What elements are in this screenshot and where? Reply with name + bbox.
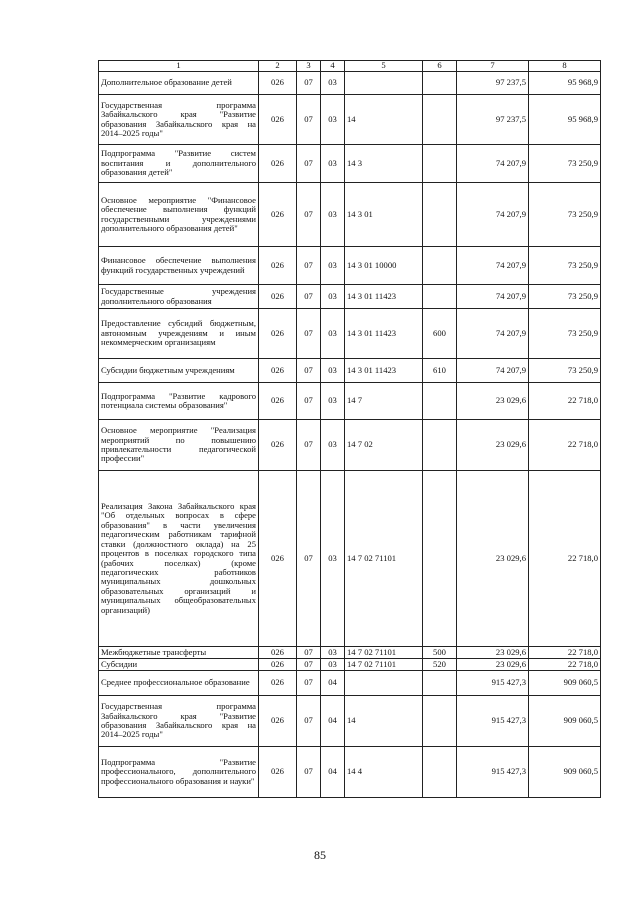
cell-expense-type — [423, 72, 457, 95]
header-cell: 3 — [297, 61, 321, 72]
cell-amount-2: 909 060,5 — [529, 696, 601, 747]
cell-amount-2: 22 718,0 — [529, 647, 601, 659]
row-name: Основное мероприятие "Финансовое обеспечение выполнения функций государственными учреждениями дополнительного образования детей" — [99, 183, 259, 247]
cell-expense-type — [423, 145, 457, 183]
cell-target — [345, 671, 423, 696]
cell-amount-1: 915 427,3 — [457, 671, 529, 696]
row-name: Предоставление субсидий бюджетным, автономным учреждениям и иным некоммерческим организациям — [99, 309, 259, 359]
table-row — [99, 309, 601, 359]
cell-expense-type: 600 — [423, 309, 457, 359]
cell-amount-1: 915 427,3 — [457, 696, 529, 747]
row-name: Подпрограмма "Развитие профессионального, дополнительного профессионального образования и науки" — [99, 747, 259, 798]
table-row — [99, 383, 601, 420]
cell-amount-1: 74 207,9 — [457, 359, 529, 383]
cell-amount-2: 73 250,9 — [529, 359, 601, 383]
cell-target: 14 3 01 11423 — [345, 309, 423, 359]
cell-target: 14 — [345, 95, 423, 145]
cell-section: 07 — [297, 647, 321, 659]
cell-subsection: 03 — [321, 95, 345, 145]
cell-amount-2: 73 250,9 — [529, 183, 601, 247]
table-row — [99, 471, 601, 647]
cell-subsection: 03 — [321, 145, 345, 183]
cell-target: 14 7 — [345, 383, 423, 420]
cell-amount-2: 22 718,0 — [529, 659, 601, 671]
cell-target: 14 3 01 11423 — [345, 285, 423, 309]
cell-ministry: 026 — [259, 285, 297, 309]
cell-expense-type — [423, 471, 457, 647]
cell-amount-2: 22 718,0 — [529, 471, 601, 647]
cell-amount-2: 73 250,9 — [529, 285, 601, 309]
cell-subsection: 03 — [321, 647, 345, 659]
cell-expense-type — [423, 696, 457, 747]
row-name: Реализация Закона Забайкальского края "Об отдельных вопросах в сфере образования" в части увеличения педагогическим работникам тарифной ставки (должностного оклада) на 25 процентов в поселках городского типа (рабочих поселках) (кроме педагогических работников муниципальных дошкольных образовательных организаций и муниципальных общеобразовательных организаций) — [99, 471, 259, 647]
cell-section: 07 — [297, 747, 321, 798]
cell-amount-1: 74 207,9 — [457, 285, 529, 309]
table-row — [99, 747, 601, 798]
cell-ministry: 026 — [259, 696, 297, 747]
cell-subsection: 03 — [321, 183, 345, 247]
cell-ministry: 026 — [259, 183, 297, 247]
cell-ministry: 026 — [259, 383, 297, 420]
cell-expense-type — [423, 420, 457, 471]
cell-expense-type — [423, 747, 457, 798]
cell-amount-2: 22 718,0 — [529, 383, 601, 420]
cell-section: 07 — [297, 471, 321, 647]
table-row — [99, 145, 601, 183]
table-row — [99, 95, 601, 145]
cell-amount-1: 74 207,9 — [457, 309, 529, 359]
cell-amount-1: 23 029,6 — [457, 647, 529, 659]
cell-section: 07 — [297, 183, 321, 247]
cell-amount-2: 909 060,5 — [529, 747, 601, 798]
row-name: Дополнительное образование детей — [99, 72, 259, 95]
cell-expense-type: 500 — [423, 647, 457, 659]
header-cell: 8 — [529, 61, 601, 72]
cell-ministry: 026 — [259, 747, 297, 798]
cell-section: 07 — [297, 696, 321, 747]
cell-subsection: 03 — [321, 309, 345, 359]
cell-section: 07 — [297, 309, 321, 359]
cell-ministry: 026 — [259, 671, 297, 696]
row-name: Субсидии — [99, 659, 259, 671]
cell-amount-2: 909 060,5 — [529, 671, 601, 696]
cell-section: 07 — [297, 659, 321, 671]
cell-subsection: 04 — [321, 747, 345, 798]
cell-amount-1: 23 029,6 — [457, 659, 529, 671]
cell-amount-1: 74 207,9 — [457, 183, 529, 247]
table-row — [99, 183, 601, 247]
cell-ministry: 026 — [259, 72, 297, 95]
cell-target: 14 3 — [345, 145, 423, 183]
cell-ministry: 026 — [259, 471, 297, 647]
cell-amount-1: 74 207,9 — [457, 247, 529, 285]
row-name: Государственная программа Забайкальского края "Развитие образования Забайкальского края на 2014–2025 годы" — [99, 696, 259, 747]
cell-subsection: 03 — [321, 247, 345, 285]
cell-target: 14 — [345, 696, 423, 747]
cell-expense-type — [423, 247, 457, 285]
cell-target — [345, 72, 423, 95]
header-cell: 2 — [259, 61, 297, 72]
row-name: Государственная программа Забайкальского края "Развитие образования Забайкальского края на 2014–2025 годы" — [99, 95, 259, 145]
cell-section: 07 — [297, 420, 321, 471]
cell-target: 14 7 02 71101 — [345, 659, 423, 671]
cell-target: 14 4 — [345, 747, 423, 798]
cell-target: 14 3 01 10000 — [345, 247, 423, 285]
cell-subsection: 03 — [321, 659, 345, 671]
cell-ministry: 026 — [259, 359, 297, 383]
cell-section: 07 — [297, 72, 321, 95]
cell-ministry: 026 — [259, 647, 297, 659]
header-cell: 5 — [345, 61, 423, 72]
cell-amount-2: 22 718,0 — [529, 420, 601, 471]
cell-subsection: 03 — [321, 383, 345, 420]
table-row — [99, 359, 601, 383]
cell-amount-1: 74 207,9 — [457, 145, 529, 183]
cell-subsection: 03 — [321, 285, 345, 309]
cell-ministry: 026 — [259, 145, 297, 183]
cell-amount-2: 95 968,9 — [529, 95, 601, 145]
cell-section: 07 — [297, 359, 321, 383]
cell-ministry: 026 — [259, 247, 297, 285]
cell-expense-type — [423, 383, 457, 420]
row-name: Финансовое обеспечение выполнения функций государственных учреждений — [99, 247, 259, 285]
header-cell: 7 — [457, 61, 529, 72]
cell-expense-type — [423, 671, 457, 696]
cell-subsection: 03 — [321, 359, 345, 383]
cell-target: 14 7 02 71101 — [345, 647, 423, 659]
cell-ministry: 026 — [259, 420, 297, 471]
table-row — [99, 696, 601, 747]
cell-amount-1: 97 237,5 — [457, 72, 529, 95]
cell-expense-type: 520 — [423, 659, 457, 671]
header-row — [99, 61, 601, 72]
budget-table — [98, 60, 601, 798]
cell-subsection: 03 — [321, 420, 345, 471]
cell-expense-type — [423, 95, 457, 145]
cell-subsection: 04 — [321, 696, 345, 747]
cell-amount-1: 23 029,6 — [457, 383, 529, 420]
cell-target: 14 7 02 71101 — [345, 471, 423, 647]
cell-section: 07 — [297, 247, 321, 285]
header-cell: 6 — [423, 61, 457, 72]
table-row — [99, 247, 601, 285]
cell-expense-type: 610 — [423, 359, 457, 383]
row-name: Среднее профессиональное образование — [99, 671, 259, 696]
cell-amount-1: 97 237,5 — [457, 95, 529, 145]
cell-section: 07 — [297, 383, 321, 420]
cell-amount-2: 95 968,9 — [529, 72, 601, 95]
cell-section: 07 — [297, 285, 321, 309]
table-row — [99, 72, 601, 95]
cell-target: 14 7 02 — [345, 420, 423, 471]
cell-ministry: 026 — [259, 309, 297, 359]
row-name: Основное мероприятие "Реализация мероприятий по повышению привлекательности педагогической профессии" — [99, 420, 259, 471]
row-name: Подпрограмма "Развитие кадрового потенциала системы образования" — [99, 383, 259, 420]
page-number: 85 — [314, 848, 326, 862]
cell-amount-1: 23 029,6 — [457, 471, 529, 647]
cell-expense-type — [423, 183, 457, 247]
table-row — [99, 671, 601, 696]
cell-subsection: 03 — [321, 72, 345, 95]
row-name: Подпрограмма "Развитие систем воспитания и дополнительного образования детей" — [99, 145, 259, 183]
cell-amount-2: 73 250,9 — [529, 145, 601, 183]
header-cell: 1 — [99, 61, 259, 72]
cell-ministry: 026 — [259, 95, 297, 145]
header-cell: 4 — [321, 61, 345, 72]
cell-amount-2: 73 250,9 — [529, 309, 601, 359]
cell-section: 07 — [297, 95, 321, 145]
cell-amount-1: 915 427,3 — [457, 747, 529, 798]
cell-amount-1: 23 029,6 — [457, 420, 529, 471]
cell-target: 14 3 01 11423 — [345, 359, 423, 383]
cell-target: 14 3 01 — [345, 183, 423, 247]
table-row — [99, 647, 601, 659]
cell-subsection: 04 — [321, 671, 345, 696]
cell-section: 07 — [297, 145, 321, 183]
cell-amount-2: 73 250,9 — [529, 247, 601, 285]
row-name: Межбюджетные трансферты — [99, 647, 259, 659]
table-row — [99, 420, 601, 471]
cell-subsection: 03 — [321, 471, 345, 647]
row-name: Субсидии бюджетным учреждениям — [99, 359, 259, 383]
table-row — [99, 659, 601, 671]
cell-ministry: 026 — [259, 659, 297, 671]
table-row — [99, 285, 601, 309]
cell-section: 07 — [297, 671, 321, 696]
row-name: Государственные учреждения дополнительного образования — [99, 285, 259, 309]
cell-expense-type — [423, 285, 457, 309]
